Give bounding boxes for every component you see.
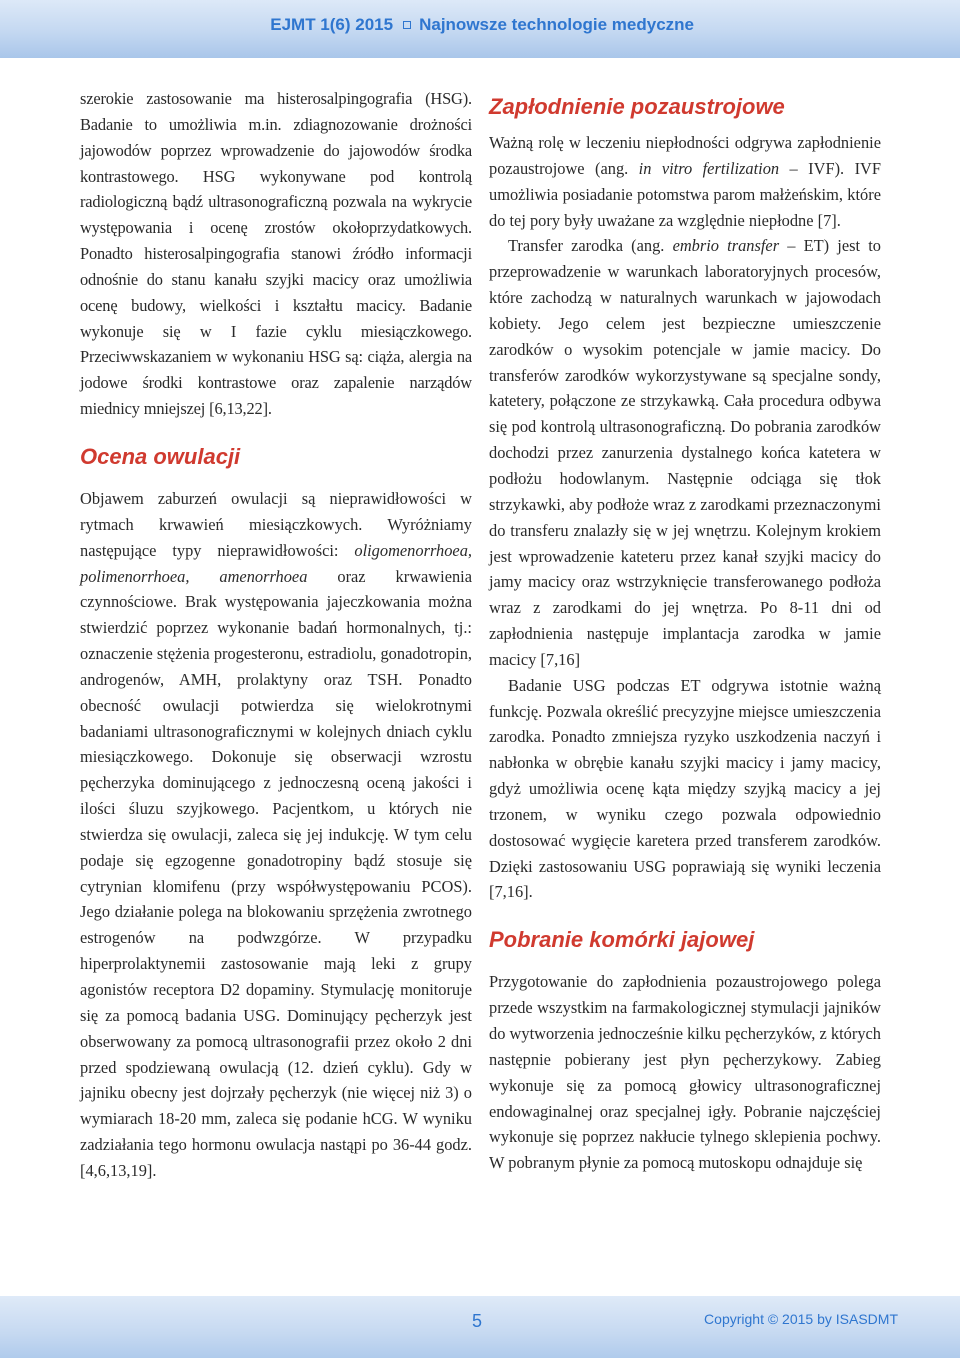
heading-pobranie: Pobranie komórki jajowej [489,927,755,953]
paragraph-ivf [489,130,881,233]
square-separator-icon [403,21,411,29]
text: – IVF). IVF umożliwia posiadanie potomstwa parom małżeńskim, które do tej pory były uważane za względnie niepłodne [7]. [489,158,881,230]
paragraph-hsg: szerokie zastosowanie ma histerosalpingografia (HSG). Badanie to umożliwia m.in. zdiagnozowanie drożności jajowodów poprzez wprowadzenie do jajowodów środka kontrastowego. HSG wykonywane pod kontrolą radiologiczną bądź ultrasonograficzną pozwala na wykrycie występowania i ocenę zrostów okołoprzydatkowych. Ponadto histerosalpingografia stanowi źródło informacji odnośnie do stanu kanału szyjki macicy oraz umożliwia ocenę budowy, wielkości i kształtu macicy. Badanie wykonuje się w I fazie cyklu miesiączkowego. Przeciwwskazaniem w wykonaniu HSG są: ciąża, alergia na jodowe środki kontrastowe oraz zapalenie narządów miednicy mniejszej [6,13,22]. [80,89,472,419]
text: oraz krwawienia czynnościowe. Brak występowania jajeczkowania można stwierdzić poprzez wykonanie badań hormonalnych, tj.: oznaczenie stężenia progesteronu, estradiolu, gonadotropin, androgenów, AMH, prolaktyny oraz TSH. Ponadto obecność owulacji potwierdza się wielokrotnymi badaniami ultrasonograficznymi w kolejnych dniach cyklu miesiączkowego. Dokonuje się obserwacji wzrostu pęcherzyka dominującego z jednoczesną oceną jakości i ilości śluzu szyjkowego. Pacjentkom, u których nie stwierdza się owulacji, zaleca się jej indukcję. W tym celu podaje się egzogenne gonadotropiny bądź stosuje się cytrynian klomifenu (przy współwystępowaniu PCOS). Jego działanie polega na blokowaniu sprzężenia zwrotnego estrogenów na podwzgórze. W przypadku hiperprolaktynemii zastosowanie mają leki z grupy agonistów receptora D2 dopaminy. Stymulację monitoruje się za pomocą badania USG. Dominujący pęcherzyk jest obserwowany za pomocą ultrasonografii przez około 2 dni przed spodziewaną owulacją (12. dzień cyklu). Gdy w jajniku obecny jest dojrzały pęcherzyk (nie więcej niż 3) o wymiarach 18-20 mm, zaleca się podanie hCG. W wyniku zadziałania tego hormonu owulacja nastąpi po 36-44 godz. [4,6,13,19]. [80,566,472,1180]
italic-term: in vitro fertilization [638,158,780,178]
heading-ocena-owulacji: Ocena owulacji [80,443,241,469]
italic-term: embrio transfer [672,236,780,256]
paragraph-pobranie: Przygotowanie do zapłodnienia pozaustrojowego polega przede wszystkim na farmakologicznej stymulacji jajników do wytworzenia jednocześnie kilku pęcherzyków, z których następnie pobierany jest płyn pęcherzykowy. Zabieg wykonuje się za pomocą głowicy ultrasonograficznej endowaginalnej oraz specjalnej igły. Pobranie najczęściej wykonuje się poprzez nakłucie tylnego sklepienia pochwy. W pobranym płynie za pomocą mutoskopu odnajduje się [489,972,881,1173]
section-title: Najnowsze technologie medyczne [419,15,694,34]
text: Ważną rolę w leczeniu niepłodności odgrywa zapłodnienie pozaustrojowe (ang. [489,133,881,178]
text: – ET) jest to przeprowadzenie w warunkach laboratoryjnych procesów, które zachodzą w naturalnych warunkach w jajowodach kobiety. Jego celem jest bezpieczne umieszczenie zarodków o wysokim potencjale w jamie macicy. Do transferów zarodków wykorzystywane są specjalne sondy, katetery, połączone ze strzykawką. Cała procedura odbywa się pod kontrolą ultrasonograficzną. Do pobrania zarodków dochodzi przez zanurzenia dystalnego końca katetera w podłożu hodowlanym. Następnie odciąga się tłok strzykawki, aby podłoże wraz z zarodkami przeznaczonymi do transferu znalazły się w jej wnętrzu. Kolejnym krokiem jest wprowadzenie kateteru przez kanał szyjki macicy do jamy macicy oraz wstrzyknięcie transferowanego podłoża wraz z zarodkami do jej wnętrza. Po 8-11 dni od zapłodnienia następuje implantacja zarodka w jamie macicy [7,16] [489,236,881,669]
paragraph-usg: Badanie USG podczas ET odgrywa istotnie ważną funkcję. Pozwala określić precyzyjne miejsce umieszczenia zarodka. Ponadto zmniejsza ryzyko uszkodzenia naczyń i nabłonka w obrębie kanału szyjki macicy i jamy macicy, gdyż umożliwia ocenę kąta między szyjką macicy a jej trzonem, w wyniku czego pozwala odpowiednio dostosować wygięcie karetera przed transferem zarodków. Dzięki zastosowaniu USG poprawiają się wyniki leczenia [7,16]. [489,675,881,902]
right-column [489,86,881,1176]
paragraph-transfer [489,233,881,672]
paragraph-owulacja [80,486,472,1184]
left-column [80,86,472,1184]
page-header [0,0,960,58]
heading-zaplodnienie: Zapłodnienie pozaustrojowe [489,94,785,119]
text: Transfer zarodka (ang. [508,236,673,256]
italic-terms: oligomenorrhoea, polimenorrhoea, amenorrhoea [80,540,472,586]
text: Objawem zaburzeń owulacji są nieprawidłowości w rytmach krwawień miesiączkowych. Wyróżniamy następujące typy nieprawidłowości: [80,488,472,560]
journal-title: EJMT 1(6) 2015 [270,15,394,34]
running-header [270,15,694,35]
page-number: 5 [472,1311,483,1331]
copyright-notice: Copyright © 2015 by ISASDMT [704,1311,898,1327]
